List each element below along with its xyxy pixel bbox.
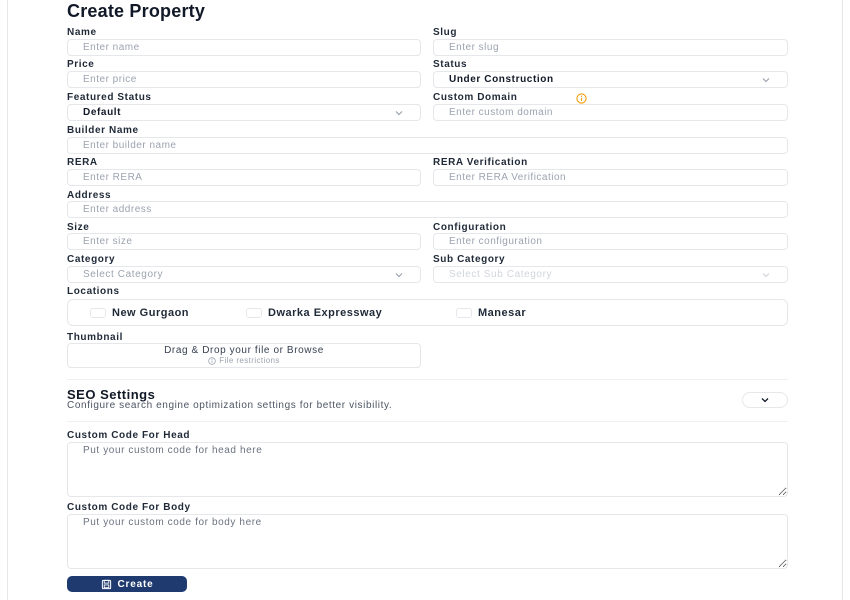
divider <box>67 379 788 380</box>
locations-label: Locations <box>67 286 120 297</box>
chevron-down-icon <box>760 74 772 86</box>
category-select[interactable] <box>67 266 421 283</box>
seo-settings-title: SEO Settings <box>67 387 156 402</box>
chevron-down-icon <box>760 269 772 281</box>
chevron-down-icon <box>393 269 405 281</box>
info-circle-icon[interactable] <box>576 93 587 104</box>
address-label: Address <box>67 190 112 201</box>
checkbox[interactable] <box>246 308 262 318</box>
size-input[interactable] <box>67 233 421 250</box>
size-label: Size <box>67 222 90 233</box>
address-input[interactable] <box>67 201 788 218</box>
status-value: Under Construction <box>449 74 554 85</box>
name-input[interactable] <box>67 39 421 56</box>
custom-domain-label: Custom Domain <box>433 92 518 103</box>
featured-status-select[interactable] <box>67 104 421 121</box>
checkbox[interactable] <box>90 308 106 318</box>
builder-name-input[interactable] <box>67 137 788 154</box>
location-option-label: Manesar <box>478 307 527 319</box>
page-title: Create Property <box>67 1 206 21</box>
save-icon <box>101 579 112 590</box>
custom-code-body-textarea[interactable] <box>67 514 788 569</box>
slug-input[interactable] <box>433 39 788 56</box>
location-option-label: New Gurgaon <box>112 307 190 319</box>
configuration-label: Configuration <box>433 222 507 233</box>
price-label: Price <box>67 59 95 70</box>
rera-verification-input[interactable] <box>433 169 788 186</box>
chevron-down-icon <box>759 394 771 406</box>
custom-code-body-label: Custom Code For Body <box>67 502 191 513</box>
location-option-manesar[interactable] <box>456 307 526 319</box>
seo-settings-description: Configure search engine optimization settings for better visibility. <box>67 400 393 411</box>
custom-code-head-label: Custom Code For Head <box>67 430 191 441</box>
slug-label: Slug <box>433 27 458 38</box>
custom-domain-input[interactable] <box>433 104 788 121</box>
status-select[interactable] <box>433 71 788 88</box>
chevron-down-icon <box>393 107 405 119</box>
sub-category-select[interactable] <box>433 266 788 283</box>
location-option-label: Dwarka Expressway <box>268 307 383 319</box>
dropzone-text: Drag & Drop your file or Browse <box>164 345 324 356</box>
category-label: Category <box>67 254 116 265</box>
info-icon <box>208 357 216 365</box>
rera-verification-label: RERA Verification <box>433 157 528 168</box>
price-input[interactable] <box>67 71 421 88</box>
seo-expand-button[interactable] <box>742 392 788 408</box>
category-placeholder: Select Category <box>83 269 164 280</box>
rera-input[interactable] <box>67 169 421 186</box>
create-button-label: Create <box>117 578 154 590</box>
rera-label: RERA <box>67 157 98 168</box>
divider <box>67 421 788 422</box>
file-restrictions-text: File restrictions <box>219 356 280 365</box>
builder-name-label: Builder Name <box>67 125 139 136</box>
featured-status-label: Featured Status <box>67 92 152 103</box>
file-restrictions <box>68 356 420 365</box>
featured-status-value: Default <box>83 107 122 118</box>
thumbnail-label: Thumbnail <box>67 332 123 343</box>
status-label: Status <box>433 59 468 70</box>
configuration-input[interactable] <box>433 233 788 250</box>
location-option-dwarka-expressway[interactable] <box>246 307 382 319</box>
name-label: Name <box>67 27 97 38</box>
create-button[interactable] <box>67 576 187 592</box>
checkbox[interactable] <box>456 308 472 318</box>
sub-category-label: Sub Category <box>433 254 506 265</box>
thumbnail-dropzone[interactable] <box>67 343 421 368</box>
location-option-new-gurgaon[interactable] <box>90 307 189 319</box>
sub-category-placeholder: Select Sub Category <box>449 269 553 280</box>
custom-code-head-textarea[interactable] <box>67 442 788 497</box>
